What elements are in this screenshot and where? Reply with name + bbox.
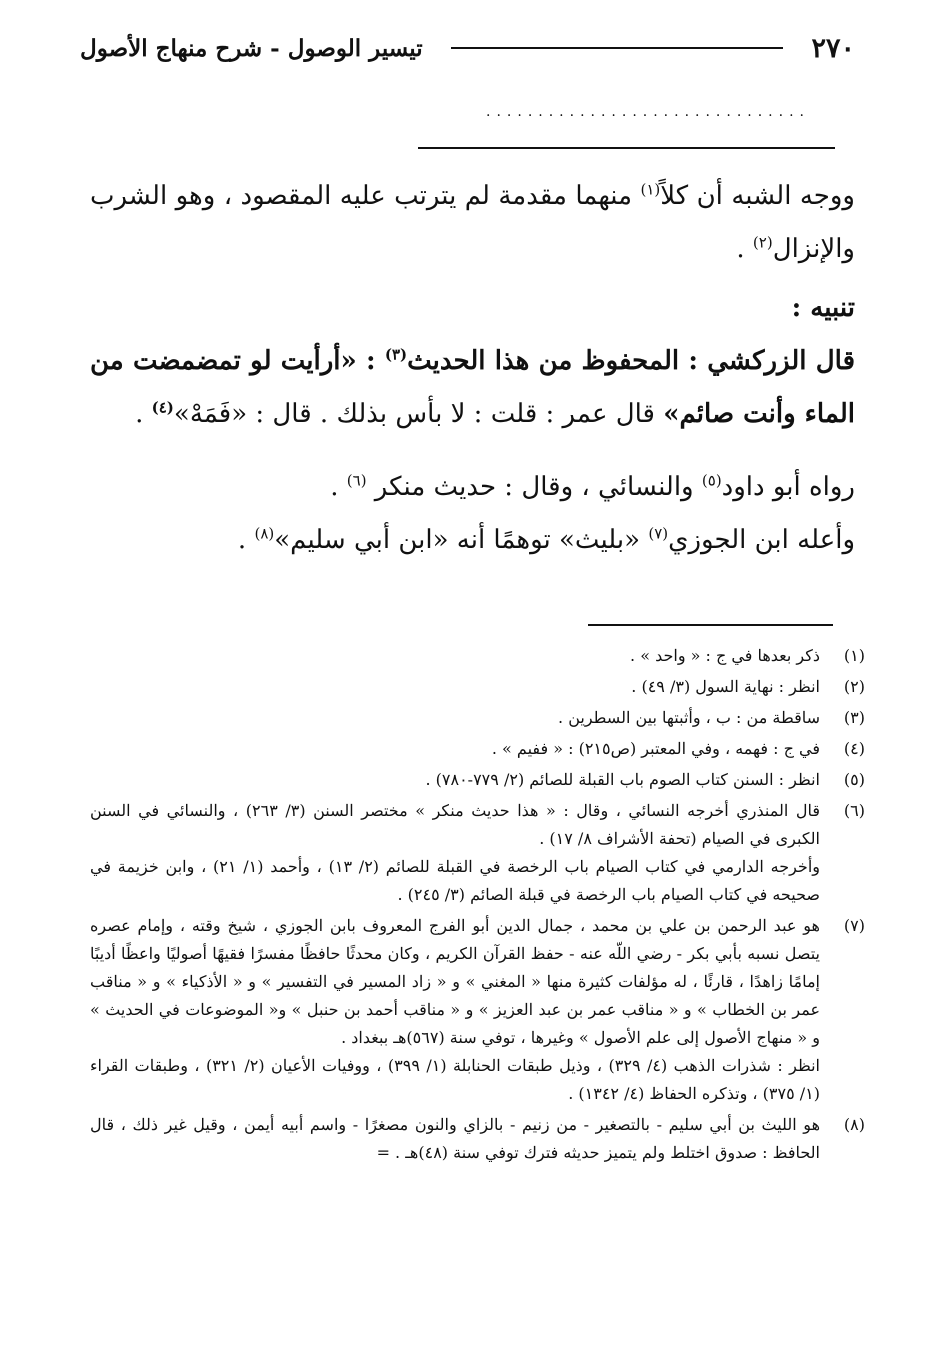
footnote — [90, 766, 865, 794]
running-title: تيسير الوصول - شرح منهاج الأصول — [80, 34, 423, 62]
footnote-ref: (٢) — [752, 233, 773, 252]
footnote-ref: (٥) — [701, 471, 722, 490]
text-run: . — [237, 525, 255, 555]
footnote-text: ساقطة من : ب ، وأثبتها بين السطرين . — [558, 708, 820, 727]
text-run: «بليث» توهمًا أنه «ابن أبي سليم» — [274, 525, 649, 555]
text-run: منهما مقدمة لم يترتب عليه المقصود ، وهو الشرب والإنزال — [90, 181, 855, 264]
footnote-number: (٦) — [843, 801, 865, 820]
footnote-text: انظر : السنن كتاب الصوم باب القبلة للصائم (٢/ ٧٧٩-٧٨٠) . — [425, 770, 820, 789]
footnote-ref: (٧) — [648, 524, 669, 543]
spacer — [90, 441, 855, 461]
page-header — [80, 28, 855, 68]
footnote — [90, 1111, 865, 1167]
omission-dots: ............................... — [486, 104, 810, 120]
header-rule — [451, 47, 784, 49]
footnote-text: ذكر بعدها في ج : « واحد » . — [630, 646, 820, 665]
top-rule — [418, 147, 835, 149]
text-run: وأعله ابن الجوزي — [668, 525, 855, 555]
footnote — [90, 704, 865, 732]
paragraph-similarity — [90, 170, 855, 276]
text-run: ووجه الشبه أن كلاً — [660, 181, 855, 211]
text-run: . — [135, 399, 152, 429]
footnote-ref: (٨) — [254, 524, 275, 543]
footnote-ref: (٦) — [346, 471, 367, 490]
text-run: قال عمر : قلت : لا بأس بذلك . قال : «فَمَهْ» — [173, 399, 664, 429]
footnote-text: هو عبد الرحمن بن علي بن محمد ، جمال الدين أبو الفرج المعروف بابن الجوزي ، شيخ وقته ، وإمام عصره يتصل نسبه بأبي بكر - رضي اللّه عنه - حفظ القرآن الكريم ، وكان محدثًا حافظًا مفسرًا فقيهًا أصوليًا واعظًا أديبًا إمامًا زاهدًا ، قارئًا ، له مؤلفات كثيرة منها « المغني » و « زاد المسير في التفسير » و « الأذكياء » و « مناقب عمر بن الخطاب » و « مناقب عمر بن عبد العزيز » و « مناقب أحمد بن حنبل » و« الموضوعات في الحديث » و « منهاج الأصول إلى علم الأصول » وغيرها ، توفي سنة (٥٦٧)هـ ببغداد . — [90, 916, 820, 1047]
text-run: . — [736, 234, 753, 264]
footnote-text: في ج : فهمه ، وفي المعتبر (ص٢١٥) : « ففيم » . — [491, 739, 820, 758]
footnote-number: (٧) — [843, 916, 865, 935]
footnote — [90, 797, 865, 909]
footnote — [90, 642, 865, 670]
page-number: ٢٧٠ — [811, 32, 855, 64]
footnote-text: انظر : شذرات الذهب (٤/ ٣٢٩) ، وذيل طبقات الحنابلة (١/ ٣٩٩) ، ووفيات الأعيان (٢/ ٣٢١) ، وطبقات القراء (١/ ٣٧٥) ، وتذكره الحفاظ (٤/ ١٣٤٢) . — [90, 1056, 820, 1103]
footnote-number: (٤) — [843, 739, 865, 758]
paragraph-zarkashi — [90, 335, 855, 441]
text-run: . — [330, 472, 347, 502]
footnote-text: هو الليث بن أبي سليم - بالتصغير - من زنيم - بالزاي والنون مصغرًا - واسم أبيه أيمن ، وقيل غير ذلك ، قال الحافظ : صدوق اختلط ولم يتميز حديثه فترك توفي سنة (٤٨)هـ . = — [90, 1115, 820, 1162]
footnote-ref: (٤) — [151, 398, 174, 417]
main-text — [90, 170, 855, 567]
text-run: والنسائي ، وقال : حديث منكر — [366, 472, 702, 502]
footnote-separator — [588, 624, 833, 626]
section-heading: تنبيه : — [791, 293, 855, 323]
footnote-number: (٣) — [843, 708, 865, 727]
footnote-text: وأخرجه الدارمي في كتاب الصيام باب الرخصة في القبلة للصائم (٢/ ١٣) ، وأحمد (١/ ٢١) ، وابن خزيمة في صحيحه في كتاب الصيام باب الرخصة في قبلة الصائم (٣/ ٢٤٥) . — [90, 857, 820, 904]
footnote-text: انظر : نهاية السول (٣/ ٤٩) . — [631, 677, 820, 696]
footnote-number: (٢) — [843, 677, 865, 696]
footnote-ref: (٣) — [384, 345, 408, 364]
footnote — [90, 735, 865, 763]
footnote-number: (١) — [843, 646, 865, 665]
footnote — [90, 912, 865, 1108]
footnote-number: (٥) — [843, 770, 865, 789]
paragraph-ibn-jawzi — [90, 514, 855, 567]
text-run: قال الزركشي : المحفوظ من هذا الحديث — [407, 346, 855, 376]
footnote — [90, 673, 865, 701]
footnote-number: (٨) — [843, 1115, 865, 1134]
footnote-text: قال المنذري أخرجه النسائي ، وقال : « هذا حديث منكر » مختصر السنن (٣/ ٢٦٣) ، والنسائي في السنن الكبرى في الصيام (تحفة الأشراف ٨/ ١٧) . — [90, 801, 820, 848]
footnote-ref: (١) — [640, 180, 661, 199]
hadith-quote: : «أرأيت لو تمضمضت من الماء وأنت صائم» — [90, 346, 855, 429]
footnotes — [90, 642, 865, 1170]
paragraph-narration — [90, 461, 855, 514]
text-run: رواه أبو داود — [721, 472, 855, 502]
